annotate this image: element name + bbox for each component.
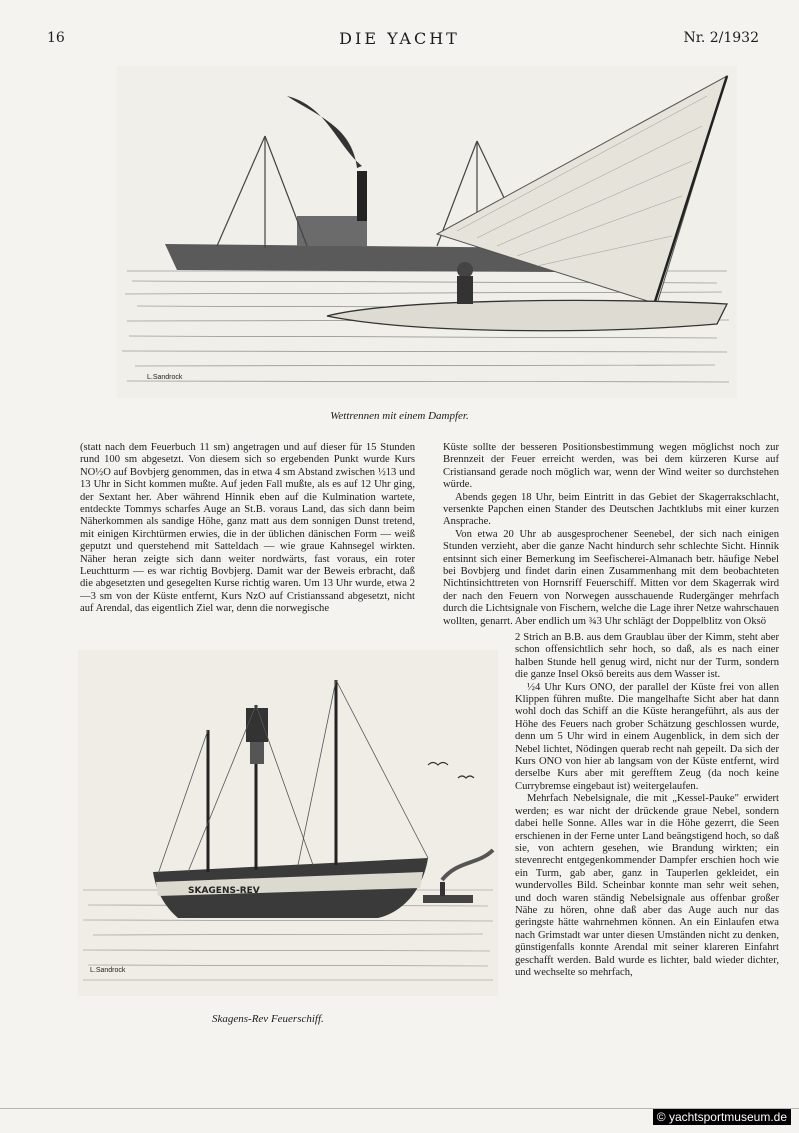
- article-column-left: [80, 442, 415, 616]
- issue-number: Nr. 2/1932: [683, 30, 759, 46]
- figure-caption-lightship: Skagens-Rev Feuerschiff.: [212, 1013, 324, 1025]
- paragraph: Mehrfach Nebelsignale, die mit „Kessel-Pauke" erwidert werden; es war nicht der drückende graue Nebel, sondern dabei helle Sonne. Alles war in die Höhe gezerrt, die Seen erschienen in der Ferne unter Land beängstigend hoch, so daß sie, von achtern gesehen, wie Brandung wirkten; ein stevenrecht entgegenkommender Dampfer erschien hoch wie ein Turm, gab aber, ganz in Tauperlen gekleidet, ein wundervolles Bild. Scheinbar konnte man sehr weit sehen, und doch waren ständig Nebelsignale aus offenbar großer Nähe zu hören, ohne daß aber das Auge auch nur das geringste hätte wahrnehmen können. An ein Einlaufen etwa nach Grimstadt war unter diesen Umständen nicht zu denken, günstigenfalls konnte Arendal mit seiner klareren Einfahrt geschafft werden. Bald wurde es lichter, bald wieder dichter, und wechselte so mehrfach,: [515, 793, 779, 978]
- paragraph: Von etwa 20 Uhr ab ausgesprochener Seenebel, der sich nach einigen Stunden verzieht, aber die ganze Nacht hindurch sehr schlechte Sicht. Hinnik entsinnt sich einer Bemerkung im Seefischerei-Almanach betr. häufige Nebel bei Bovbjerg und findet darin einen Zusammenhang mit dem beobachteten Nichtinsichttreten von Hornsriff Feuerschiff. Mitten vor dem Skagerrak wird der nach den Feuern von Norwegen ausschauende Rudergänger mehrfach durch die Lichtsignale von Fischern, welche die Lage ihrer Netze wahrschauen wollten, genarrt. Aber endlich um ¾3 Uhr schlägt der Doppelblitz von Oksö: [443, 528, 779, 627]
- illustration-signature: [147, 374, 183, 381]
- paragraph: ½4 Uhr Kurs ONO, der parallel der Küste frei von allen Klippen führen mußte. Die mangelhafte Sicht aber hat dann wohl doch das Schiff an die Küste herangeführt, als aus der Höhe des Feuers nach grober Schätzung geschlossen wurde, denn um 5 Uhr wird in einem Augenblick, in dem sich der Nebel lichtet, Nödingen querab recht nah gepeilt. Da sich der Kurs ONO von hier ab langsam von der Küste entfernt, wird derselbe Kurs aber mit gerefftem Zeug (da noch keine Currybremse eingebaut ist) weitergelaufen.: [515, 681, 779, 792]
- paragraph: 2 Strich an B.B. aus dem Graublau über der Kimm, steht aber schon offensichtlich sehr hoch, so daß, als es nach einer halben Stunde hell genug wird, nicht nur der Turm, sondern die ganze Insel Oksö bereits aus dem Wasser ist.: [515, 632, 779, 681]
- illustration-skagens-rev-lightship: [78, 650, 498, 996]
- watermark: © yachtsportmuseum.de: [653, 1109, 791, 1125]
- svg-text:L.Sandrock: L.Sandrock: [90, 967, 126, 974]
- paragraph: Küste sollte der besseren Positionsbestimmung wegen möglichst noch zur Brennzeit der Feuer erreicht werden, was bei dem kürzeren Kurse auf Cristiansand gerade noch möglich war, wenn der Wind weiter so durchstehen würde.: [443, 442, 779, 491]
- article-column-right-top: [443, 442, 779, 628]
- hull-name: SKAGENS-REV: [188, 886, 260, 896]
- figure-caption-race: Wettrennen mit einem Dampfer.: [330, 410, 469, 422]
- paragraph: (statt nach dem Feuerbuch 11 sm) angetragen und auf dieser für 15 Stunden rund 100 sm abgesetzt. Von diesem sich so ergebenden Punkt wurde Kurs NO½O auf Bovbjerg genommen, das in etwa 4 sm Abstand zwischen ½13 und 13 Uhr in Sicht kommen mußte. Auf jeden Fall mußte, als es auf 12 Uhr ging, der Sextant her. Aber während Hinnik eben auf die Kulmination wartete, entdeckte Tommys scharfes Auge an St.B. voraus Land, das sich dann beim Näherkommen als sandige Höhe, ganz matt aus dem sonnigen Dunst tretend, mit einigen Kirchtürmen erwies, die in der üblichen dänischen Form — weiß geputzt und querstehend mit Satteldach — wie graue Kahnsegel wirkten. Näher heran zeigte sich dann weiter nordwärts, fast voraus, ein roter Leuchtturm — es war richtig Bovbjerg. Damit war der Beweis erbracht, daß die abgesetzten und gesegelten Kurse richtig waren. Um 13 Uhr wurde, etwa 2—3 sm von der Küste entfernt, Kurs NzO auf Cristianssand abgesetzt, nicht auf Arendal, das eigentlich Ziel war, denn die norwegische: [80, 442, 415, 615]
- paragraph: Abends gegen 18 Uhr, beim Eintritt in das Gebiet der Skagerrakschlacht, versenkte Papchen einen Stander des Deutschen Jachtklubs mit einer kurzen Ansprache.: [443, 491, 779, 528]
- svg-text:L.Sandrock: L.Sandrock: [147, 374, 183, 381]
- page-number: 16: [47, 30, 65, 46]
- journal-title: DIE YACHT: [339, 29, 460, 48]
- illustration-race-with-steamer: [117, 66, 737, 398]
- article-column-right-bottom: [515, 632, 779, 979]
- illustration-signature: [90, 967, 126, 974]
